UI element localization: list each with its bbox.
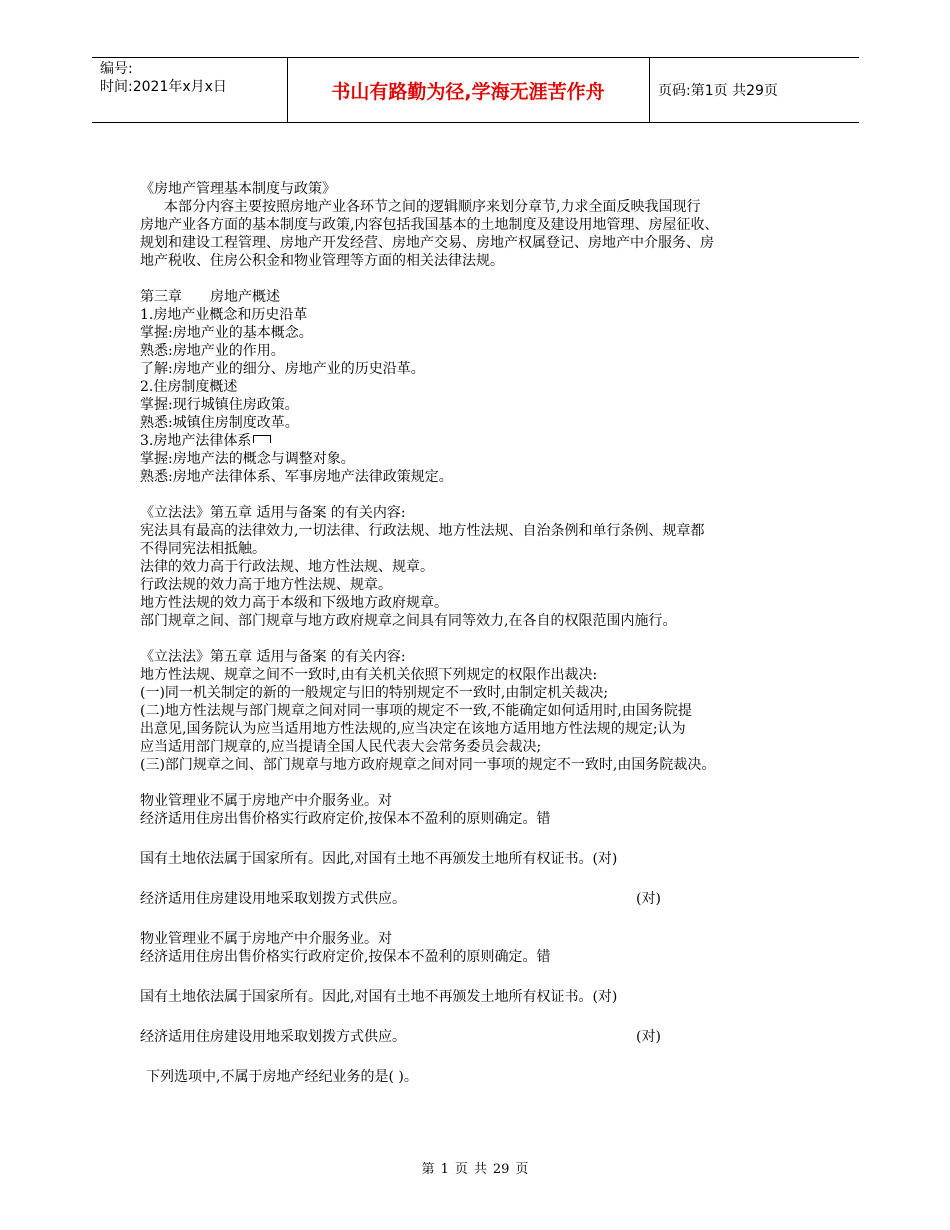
- footer-word: 页: [515, 1162, 529, 1177]
- law-line: 宪法具有最高的法律效力,一切法律、行政法规、地方性法规、自治条例和单行条例、规章都: [140, 523, 705, 539]
- qa-answer: (对): [636, 891, 661, 907]
- qa-line: 国有土地依法属于国家所有。因此,对国有土地不再颁发土地所有权证书。(对): [140, 851, 618, 867]
- law-line: 部门规章之间、部门规章与地方政府规章之间具有同等效力,在各自的权限范围内施行。: [140, 613, 677, 629]
- law-line: 地方性法规、规章之间不一致时,由有关机关依照下列规定的权限作出裁决:: [140, 667, 598, 683]
- question-line: 下列选项中,不属于房地产经纪业务的是( )。: [146, 1069, 418, 1085]
- list-item: 了解:房地产业的细分、房地产业的历史沿革。: [140, 361, 425, 377]
- intro-line: 本部分内容主要按照房地产业各环节之间的逻辑顺序来划分章节,力求全面反映我国现行: [164, 199, 701, 215]
- list-item: 熟悉:房地产法律体系、军事房地产法律政策规定。: [140, 469, 453, 485]
- list-item: 熟悉:城镇住房制度改革。: [140, 415, 299, 431]
- footer-page-number: 1: [440, 1162, 449, 1177]
- law-line: (二)地方性法规与部门规章之间对同一事项的规定不一致,不能确定如何适用时,由国务院提: [140, 703, 692, 719]
- list-item: 掌握:现行城镇住房政策。: [140, 397, 299, 413]
- law-section-title: 《立法法》第五章 适用与备案 的有关内容:: [140, 649, 406, 665]
- list-item: 掌握:房地产业的基本概念。: [140, 325, 313, 341]
- law-line: 应当适用部门规章的,应当提请全国人民代表大会常务委员会裁决;: [140, 739, 542, 755]
- header-divider-right: [649, 57, 650, 123]
- law-line: 法律的效力高于行政法规、地方性法规、规章。: [140, 559, 434, 575]
- qa-line: 经济适用住房建设用地采取划拨方式供应。: [140, 1029, 406, 1045]
- list-item: 掌握:房地产法的概念与调整对象。: [140, 451, 355, 467]
- document-number-label: 编号:: [100, 61, 133, 77]
- qa-line: 经济适用住房建设用地采取划拨方式供应。: [140, 891, 406, 907]
- header-meta: [100, 60, 227, 96]
- law-line: 不得同宪法相抵触。: [140, 541, 266, 557]
- law-line: (一)同一机关制定的新的一般规定与旧的特别规定不一致时,由制定机关裁决;: [140, 685, 609, 701]
- footer-total-pages: 29: [492, 1162, 510, 1177]
- law-section-title: 《立法法》第五章 适用与备案 的有关内容:: [140, 505, 406, 521]
- header-motto: 书山有路勤为径,学海无涯苦作舟: [331, 80, 605, 103]
- document-body: [140, 180, 820, 1086]
- qa-line: 物业管理业不属于房地产中介服务业。对: [140, 931, 392, 947]
- qa-answer: (对): [636, 1029, 661, 1045]
- chapter-heading: 第三章 房地产概述: [140, 289, 280, 305]
- intro-line: 房地产业各方面的基本制度与政策,内容包括我国基本的土地制度及建设用地管理、房屋征收、: [140, 217, 719, 233]
- footer-word: 页: [454, 1162, 468, 1177]
- section-heading: 2.住房制度概述: [140, 379, 238, 395]
- law-line: 出意见,国务院认为应当适用地方性法规的,应当决定在该地方适用地方性法规的规定;认为: [140, 721, 686, 737]
- footer-word: 第: [421, 1162, 435, 1177]
- law-line: 行政法规的效力高于地方性法规、规章。: [140, 577, 392, 593]
- document-date: 时间:2021年x月x日: [100, 79, 227, 95]
- law-line: 地方性法规的效力高于本级和下级地方政府规章。: [140, 595, 448, 611]
- intro-line: 地产税收、住房公积金和物业管理等方面的相关法律法规。: [140, 253, 504, 269]
- list-item: 熟悉:房地产业的作用。: [140, 343, 285, 359]
- qa-line: 物业管理业不属于房地产中介服务业。对: [140, 793, 392, 809]
- section-heading: 1.房地产业概念和历史沿革: [140, 307, 308, 323]
- document-title: 《房地产管理基本制度与政策》: [140, 181, 336, 197]
- qa-line: 国有土地依法属于国家所有。因此,对国有土地不再颁发土地所有权证书。(对): [140, 989, 618, 1005]
- law-line: (三)部门规章之间、部门规章与地方政府规章之间对同一事项的规定不一致时,由国务院裁决。: [140, 757, 716, 773]
- footer-word: 共: [473, 1162, 487, 1177]
- page-footer: [0, 1158, 950, 1177]
- section-heading: 3.房地产法律体系: [140, 433, 252, 449]
- header-page-info: 页码:第1页 共29页: [658, 83, 778, 99]
- intro-line: 规划和建设工程管理、房地产开发经营、房地产交易、房地产权属登记、房地产中介服务、房: [140, 235, 714, 251]
- qa-line: 经济适用住房出售价格实行政府定价,按保本不盈利的原则确定。错: [140, 949, 551, 965]
- qa-line: 经济适用住房出售价格实行政府定价,按保本不盈利的原则确定。错: [140, 811, 551, 827]
